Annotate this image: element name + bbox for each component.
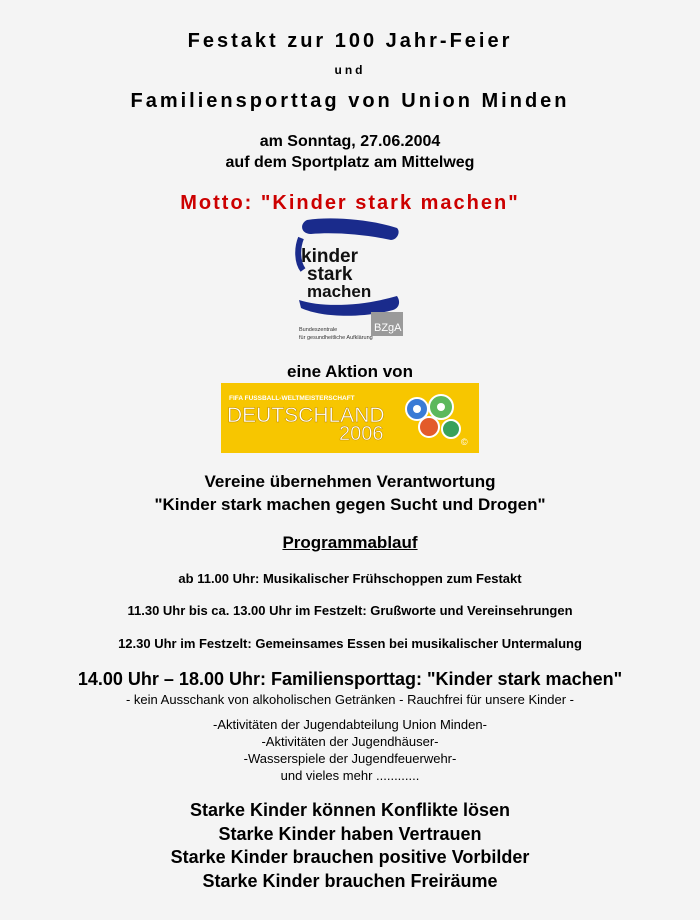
activities-list	[0, 716, 700, 784]
wm-copyright: ©	[461, 437, 468, 447]
activity-item: -Aktivitäten der Jugendhäuser-	[261, 734, 439, 749]
logo-word-stark: stark	[307, 264, 353, 285]
program-item: 12.30 Uhr im Festzelt: Gemeinsames Essen bei musikalischer Untermalung	[118, 636, 582, 651]
event-location: auf dem Sportplatz am Mittelweg	[225, 154, 475, 171]
title-line-2: Familiensporttag von Union Minden	[130, 90, 570, 112]
slogan-item: Starke Kinder brauchen positive Vorbilder	[170, 847, 530, 867]
vereine-line-2: "Kinder stark machen gegen Sucht und Drogen"	[154, 495, 546, 514]
bzga-org-line-1: Bundeszentrale	[299, 327, 338, 333]
slogans	[0, 799, 700, 893]
vereine-statement	[0, 470, 700, 516]
wm-logo-top-text: FIFA FUSSBALL-WELTMEISTERSCHAFT	[229, 395, 355, 402]
vereine-line-1: Vereine übernehmen Verantwortung	[204, 472, 496, 491]
program-item: 11.30 Uhr bis ca. 13.00 Uhr im Festzelt: Grußworte und Vereinsehrungen	[127, 603, 573, 618]
program-item: ab 11.00 Uhr: Musikalischer Frühschoppen zum Festakt	[178, 571, 522, 586]
event-date-location	[0, 131, 700, 173]
slogan-item: Starke Kinder können Konflikte lösen	[189, 800, 511, 820]
kinder-stark-machen-logo	[293, 218, 405, 346]
title-conjunction: und	[334, 63, 366, 77]
motto: Motto: "Kinder stark machen"	[180, 192, 520, 214]
slogan-item: Starke Kinder haben Vertrauen	[218, 823, 482, 844]
activity-item: -Aktivitäten der Jugendabteilung Union Minden-	[213, 717, 487, 732]
logo-word-machen: machen	[307, 282, 372, 301]
family-day-note: - kein Ausschank von alkoholischen Getränken - Rauchfrei für unsere Kinder -	[125, 692, 574, 707]
family-day-title: 14.00 Uhr – 18.00 Uhr: Familiensporttag: "Kinder stark machen"	[77, 669, 623, 689]
wm-logo-year: 2006	[339, 423, 384, 445]
logo-word-kinder: kinder	[301, 246, 359, 267]
title-line-1: Festakt zur 100 Jahr-Feier	[187, 30, 513, 52]
wm-emblem-icon	[406, 395, 460, 438]
event-date: am Sonntag, 27.06.2004	[259, 133, 441, 150]
aktion-label: eine Aktion von	[287, 362, 413, 381]
world-cup-2006-logo	[221, 383, 479, 453]
activity-item: und vieles mehr ............	[280, 768, 420, 783]
program-title: Programmablauf	[282, 533, 418, 552]
wm-logo-name: DEUTSCHLAND	[227, 404, 385, 427]
activity-item: -Wasserspiele der Jugendfeuerwehr-	[243, 751, 457, 766]
bzga-org-line-2: für gesundheitliche Aufklärung	[299, 335, 373, 341]
bzga-badge-text: BZgA	[374, 322, 402, 334]
slogan-item: Starke Kinder brauchen Freiräume	[202, 870, 498, 891]
